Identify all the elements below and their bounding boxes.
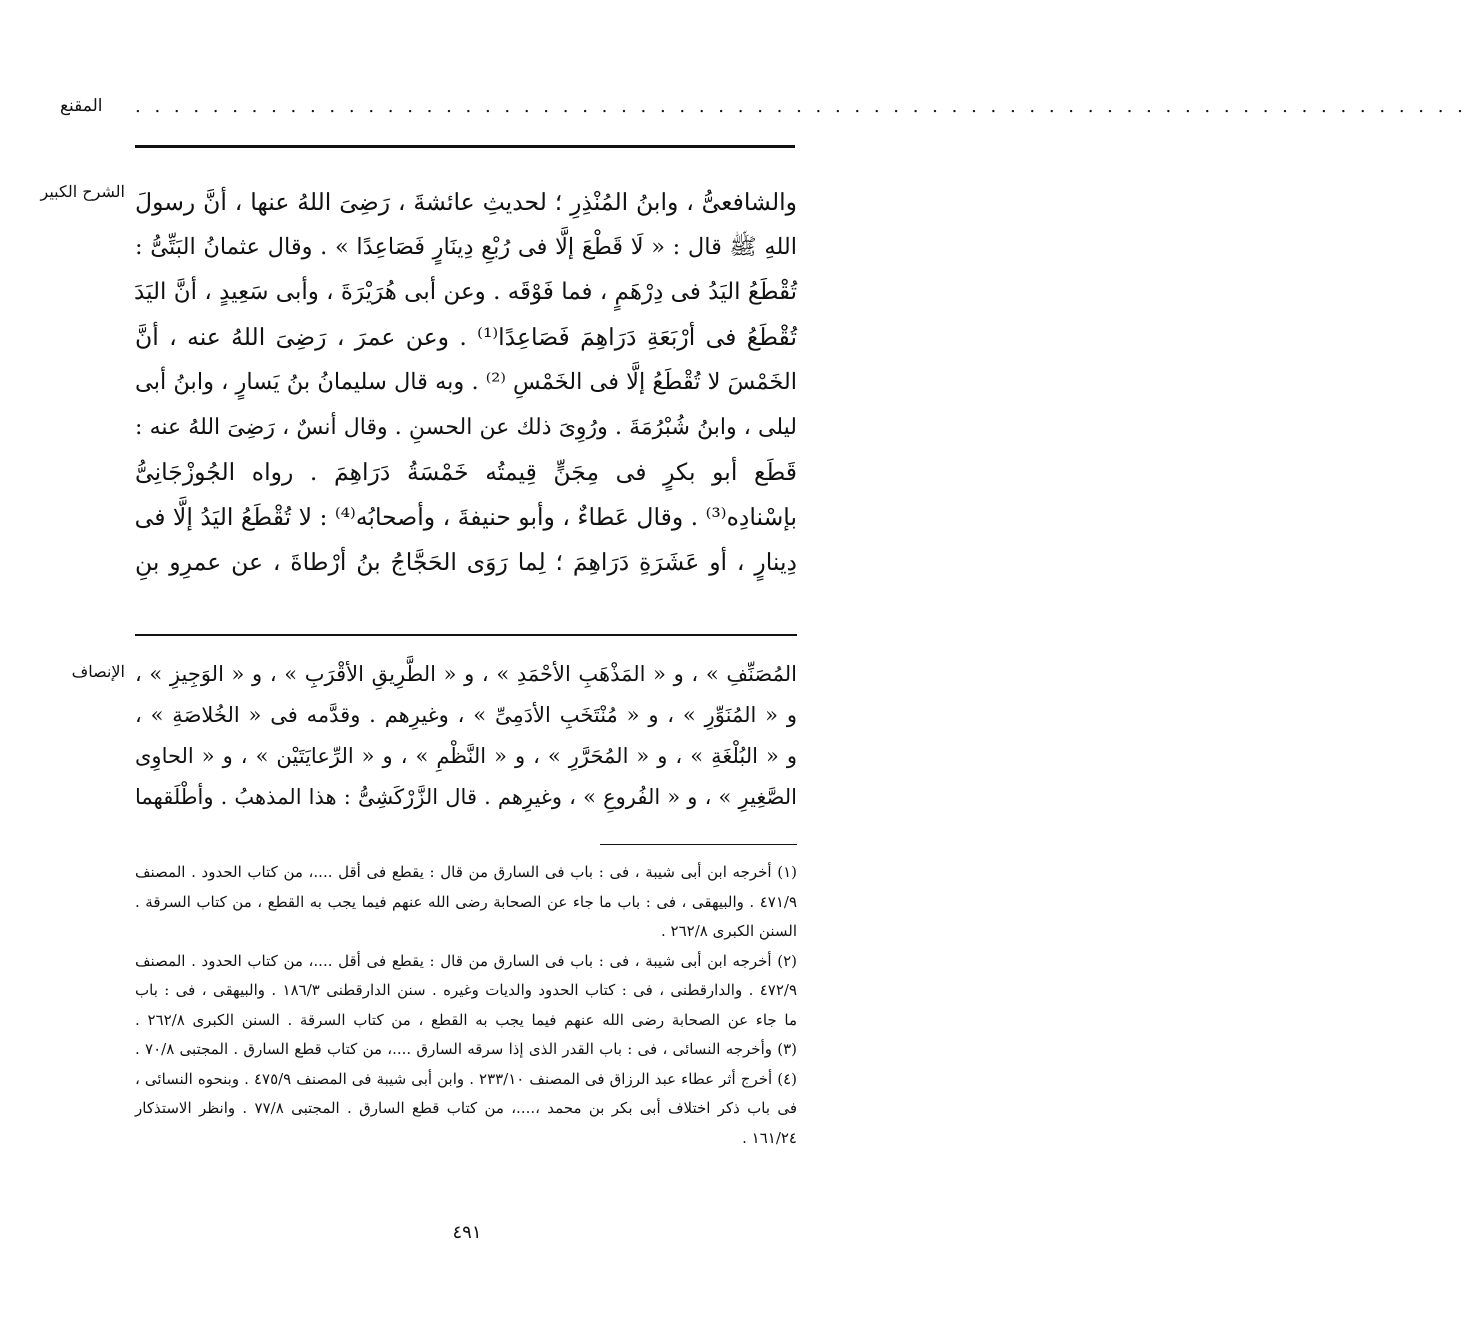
sharh-line: الخَمْسَ لا تُقْطَعُ إلَّا فى الخَمْسِ ⁽²⁾ . وبه قال سليمانُ بنُ يَسارٍ ، وابنُ أبى bbox=[135, 369, 798, 395]
sharh-line: والشافعىُّ ، وابنُ المُنْذِرِ ؛ لحديثِ عائشةَ ، رَضِىَ اللهُ عنها ، أنَّ رسولَ bbox=[135, 188, 797, 216]
footnotes bbox=[135, 858, 797, 1153]
section-divider bbox=[135, 634, 797, 636]
footnote-line: ٤٧١/٩ . والبيهقى ، فى : باب ما جاء عن الصحابة رضى الله عنهم فيما يجب به القطع ، من كتاب السرقة . bbox=[135, 892, 797, 911]
sharh-text bbox=[135, 180, 797, 585]
footnote-line: السنن الكبرى ٢٦٢/٨ . bbox=[661, 922, 797, 940]
footnote-line: ما جاء عن الصحابة رضى الله عنهم فيما يجب به القطع ، من كتاب السرقة . السنن الكبرى ٢٦٢/٨ . bbox=[135, 1010, 797, 1029]
sharh-section-label: الشرح الكبير bbox=[40, 182, 125, 201]
page-number: ٤٩١ bbox=[452, 1222, 482, 1243]
insaf-text bbox=[135, 654, 797, 818]
running-header-title: المقنع bbox=[60, 96, 103, 116]
footnote-line: (٢) أخرجه ابن أبى شيبة ، فى : باب فى السارق من قال : يقطع فى أقل ....، من كتاب الحدود . المصنف bbox=[135, 951, 797, 970]
footnote-line: (٣) وأخرجه النسائى ، فى : باب القدر الذى إذا سرقه السارق ....، من كتاب قطع السارق . المجتبى ٧٠/٨ . bbox=[135, 1040, 798, 1058]
footnote-line: فى باب ذكر اختلاف أبى بكر بن محمد ،....، من كتاب قطع السارق . المجتبى ٧٧/٨ . وانظر الاستذكار bbox=[135, 1099, 798, 1117]
insaf-line: الصَّغِيرِ » ، و « الفُروعِ » ، وغيرِهم . قال الزَّرْكَشِىُّ : هذا المذهبُ . وأطْلَقهما bbox=[135, 785, 797, 809]
sharh-line: ليلى ، وابنُ شُبْرُمَةَ . ورُوِىَ ذلك عن الحسنِ . وقال أنسٌ ، رَضِىَ اللهُ عنه : bbox=[135, 415, 797, 440]
running-header-dots: . . . . . . . . . . . . . . . . . . . . . . . . . . . . . . . . . . . . . . . . . . . . . . . . . . . . . . . . . . . . . . . . . . . . . bbox=[135, 96, 1467, 117]
sharh-line: تُقْطَعُ فى أرْبَعَةِ دَرَاهِمَ فَصَاعِدًا⁽¹⁾ . وعن عمرَ ، رَضِىَ اللهُ عنه ، أنَّ bbox=[135, 323, 797, 351]
sharh-line: دِينارٍ ، أو عَشَرَةِ دَرَاهِمَ ؛ لِما رَوَى الحَجَّاجُ بنُ أرْطاةَ ، عن عمرِو بنِ bbox=[135, 548, 797, 576]
sharh-line: اللهِ ﷺ قال : « لَا قَطْعَ إلَّا فى رُبْعِ دِينَارٍ فَصَاعِدًا » . وقال عثمانُ البَتِّىُّ : bbox=[135, 234, 797, 260]
footnote-line: ٤٧٢/٩ . والدارقطنى ، فى : كتاب الحدود والديات وغيره . سنن الدارقطنى ١٨٦/٣ . والبيهقى ، فى : باب bbox=[135, 981, 797, 999]
sharh-line: قَطَع أبو بكرٍ فى مِجَنٍّ قِيمتُه خَمْسَةُ دَرَاهِمَ . رواه الجُوزْجَانِىُّ bbox=[135, 458, 797, 486]
insaf-line: و « البُلْغَةِ » ، و « المُحَرَّرِ » ، و « النَّظْمِ » ، و « الرِّعايَتَيْن » ، و « الحاوِى bbox=[135, 744, 797, 768]
insaf-section-label: الإنصاف bbox=[71, 662, 125, 681]
sharh-line: بإسْنادِه⁽³⁾ . وقال عَطاءٌ ، وأبو حنيفةَ ، وأصحابُه⁽⁴⁾ : لا تُقْطَعُ اليَدُ إلَّا فى bbox=[134, 503, 797, 531]
header-rule bbox=[135, 145, 795, 148]
footnote-line: (١) أخرجه ابن أبى شيبة ، فى : باب فى السارق من قال : يقطع فى أقل ....، من كتاب الحدود . المصنف bbox=[135, 863, 797, 881]
sharh-line: تُقْطَعُ اليَدُ فى دِرْهَمٍ ، فما فَوْقَه . وعن أبى هُرَيْرَةَ ، وأبى سَعِيدٍ ، أنَّ اليَدَ bbox=[134, 279, 797, 305]
footnote-line: ١٦١/٢٤ . bbox=[742, 1128, 797, 1147]
insaf-line: و « المُنَوِّرِ » ، و « مُنْتَخَبِ الأدَمِىِّ » ، وغيرِهم . وقدَّمه فى « الخُلاصَةِ » ، bbox=[135, 703, 797, 727]
footnote-line: (٤) أخرج أثر عطاء عبد الرزاق فى المصنف ٢٣٣/١٠ . وابن أبى شيبة فى المصنف ٤٧٥/٩ . وبنحوه النسائى ، bbox=[135, 1069, 797, 1088]
footnote-rule bbox=[600, 844, 797, 845]
insaf-line: المُصَنِّفِ » ، و « المَذْهَبِ الأحْمَدِ » ، و « الطَّرِيقِ الأقْرَبِ » ، و « الوَجِيزِ » ، bbox=[135, 662, 797, 686]
